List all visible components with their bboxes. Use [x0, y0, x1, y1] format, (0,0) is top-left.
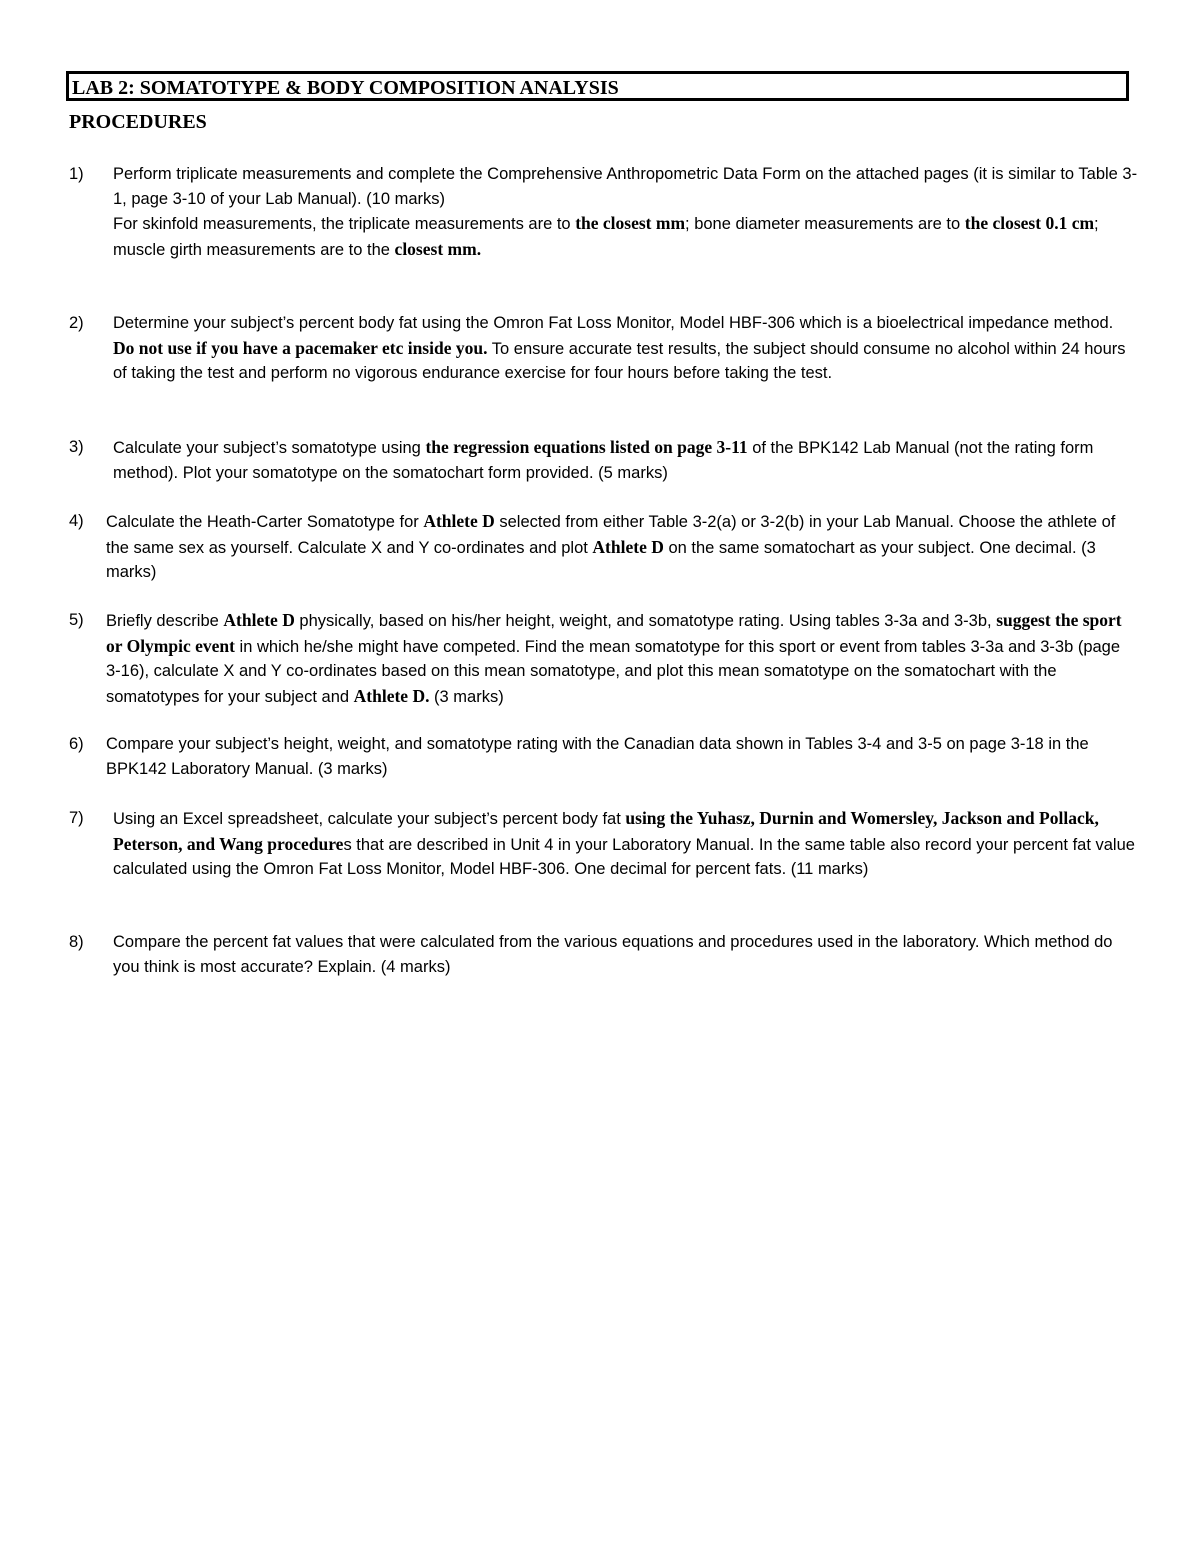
- item-text: Calculate your subject’s somatotype using the regression equations listed on page 3-11 of the BPK142 Lab Manual (not the rating form method). Plot your somatotype on the somatochart form provided. (5 marks): [113, 437, 1094, 482]
- page-title: LAB 2: SOMATOTYPE & BODY COMPOSITION ANALYSIS: [66, 71, 1129, 101]
- procedure-item-5: [69, 608, 1139, 709]
- item-number: 6): [69, 735, 84, 753]
- item-text: Using an Excel spreadsheet, calculate your subject’s percent body fat using the Yuhasz, Durnin and Womersley, Jackson and Pollack, Peterson, and Wang procedures that are described in Unit 4 in your Laboratory Manual. In the same table also record your percent fat value calculated using the Omron Fat Loss Monitor, Model HBF-306. One decimal for percent fats. (11 marks): [113, 808, 1135, 879]
- item-number: 8): [69, 933, 84, 951]
- item-number: 2): [69, 314, 84, 332]
- procedure-item-3: [69, 435, 1139, 485]
- item-text: Determine your subject’s percent body fat using the Omron Fat Loss Monitor, Model HBF-306 which is a bioelectrical impedance method. Do not use if you have a pacemaker etc inside you. To ensure accurate test results, the subject should consume no alcohol within 24 hours of taking the test and perform no vigorous endurance exercise for four hours before taking the test.: [113, 314, 1126, 383]
- section-heading: PROCEDURES: [69, 111, 207, 133]
- item-text: Calculate the Heath-Carter Somatotype for Athlete D selected from either Table 3-2(a) or 3-2(b) in your Lab Manual. Choose the athlete of the same sex as yourself. Calculate X and Y co-ordinates and plot Athlete D on the same somatochart as your subject. One decimal. (3 marks): [106, 511, 1116, 582]
- procedure-item-7: [69, 806, 1139, 882]
- procedure-item-2: [69, 311, 1139, 386]
- item-text: Compare the percent fat values that were calculated from the various equations and procedures used in the laboratory. Which method do you think is most accurate? Explain. (4 marks): [113, 933, 1113, 976]
- procedure-item-1: [69, 162, 1139, 262]
- item-number: 1): [69, 165, 84, 183]
- item-text: Briefly describe Athlete D physically, based on his/her height, weight, and somatotype rating. Using tables 3-3a and 3-3b, suggest the sport or Olympic event in which he/she might have competed. Find the mean somatotype for this sport or event from tables 3-3a and 3-3b (page 3-16), calculate X and Y co-ordinates based on this mean somatotype, and plot this mean somatotype on the somatochart with the somatotypes for your subject and Athlete D. (3 marks): [106, 610, 1122, 706]
- item-number: 3): [69, 438, 84, 456]
- item-number: 4): [69, 512, 84, 530]
- item-text: Perform triplicate measurements and complete the Comprehensive Anthropometric Data Form on the attached pages (it is similar to Table 3-1, page 3-10 of your Lab Manual). (10 marks) For skinfold measurements, the triplicate measurements are to the closest mm; bone diameter measurements are to the closest 0.1 cm; muscle girth measurements are to the closest mm.: [113, 165, 1138, 259]
- item-number: 5): [69, 611, 84, 629]
- procedure-item-6: [69, 732, 1139, 781]
- item-text: Compare your subject’s height, weight, and somatotype rating with the Canadian data shown in Tables 3-4 and 3-5 on page 3-18 in the BPK142 Laboratory Manual. (3 marks): [106, 735, 1089, 778]
- item-number: 7): [69, 809, 84, 827]
- procedure-item-4: [69, 509, 1139, 585]
- procedure-item-8: [69, 930, 1139, 979]
